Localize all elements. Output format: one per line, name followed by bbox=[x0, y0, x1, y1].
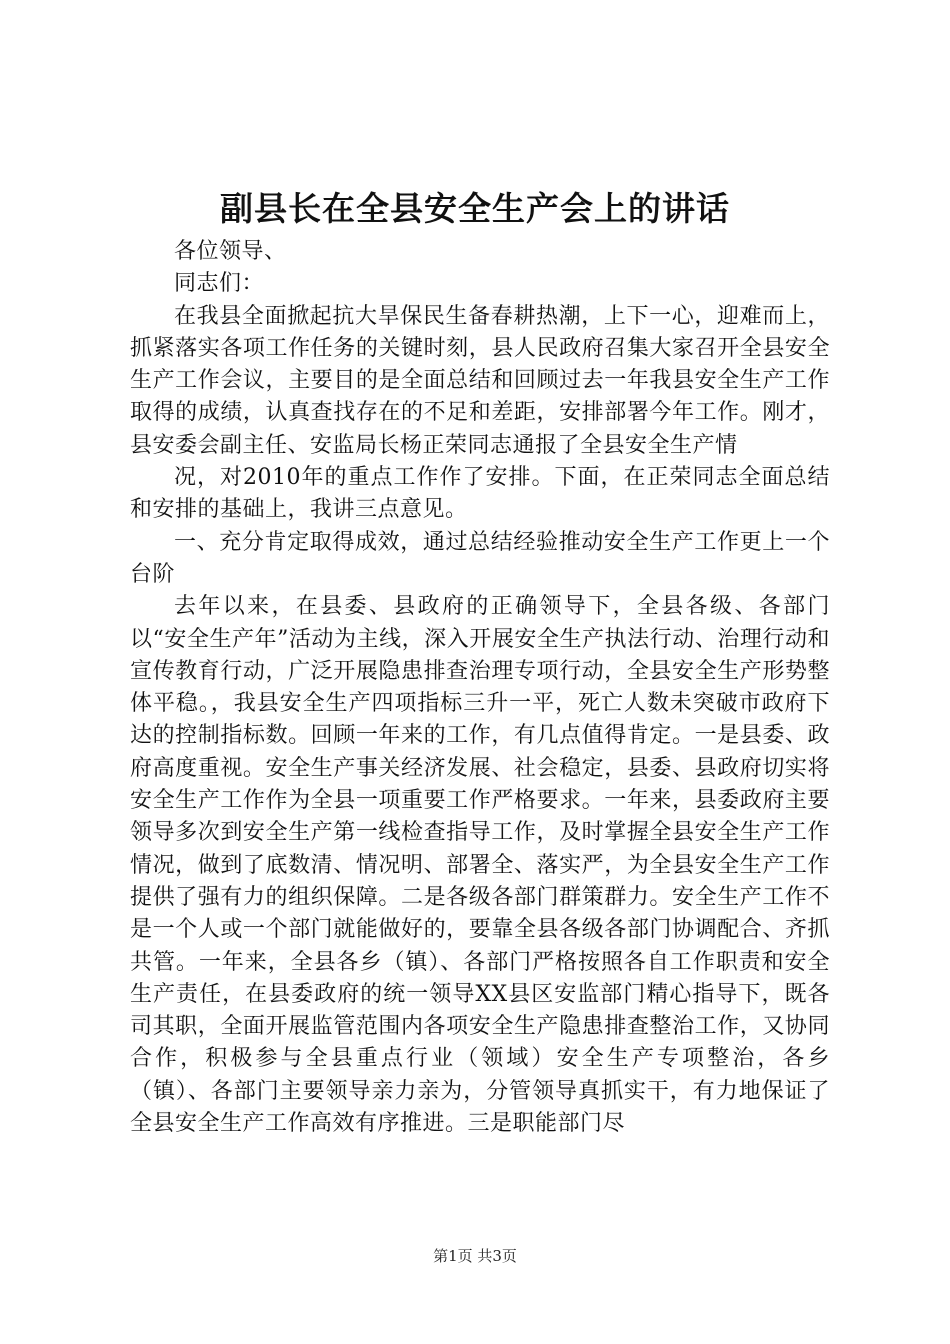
section-heading: 一、充分肯定取得成效，通过总结经验推动安全生产工作更上一个台阶 bbox=[130, 529, 830, 587]
page-number-footer: 第1页 共3页 bbox=[433, 1247, 517, 1265]
body-paragraph: 去年以来，在县委、县政府的正确领导下，全县各级、各部门以“安全生产年”活动为主线，深入开展安全生产执法行动、治理行动和宣传教育行动，广泛开展隐患排查治理专项行动，全县安全生产形势整体平稳。，我县安全生产四项指标三升一平，死亡人数未突破市政府下达的控制指标数。回顾一年来的工作，有几点值得肯定。一是县委、政府高度重视。安全生产事关经济发展、社会稳定，县委、县政府切实将安全生产工作作为全县一项重要工作严格要求。一年来，县委政府主要领导多次到安全生产第一线检查指导工作，及时掌握全县安全生产工作情况，做到了底数清、情况明、部署全、落实严，为全县安全生产工作提供了强有力的组织保障。二是各级各部门群策群力。安全生产工作不是一个人或一个部门就能做好的，要靠全县各级各部门协调配合、齐抓共管。一年来，全县各乡（镇）、各部门严格按照各自工作职责和安全生产责任，在县委政府的统一领导XX县区安监部门精心指导下，既各司其职，全面开展监管范围内各项安全生产隐患排查整治工作，又协同合作，积极参与全县重点行业（领域）安全生产专项整治，各乡（镇）、各部门主要领导亲力亲为，分管领导真抓实干，有力地保证了全县安全生产工作高效有序推进。三是职能部门尽 bbox=[130, 594, 830, 1137]
salutation-line-1: 各位领导、 bbox=[174, 239, 287, 264]
body-paragraph: 况，对2010年的重点工作作了安排。下面，在正荣同志全面总结和安排的基础上，我讲三点意见。 bbox=[130, 465, 830, 523]
body-paragraph: 在我县全面掀起抗大旱保民生备春耕热潮，上下一心，迎难而上，抓紧落实各项工作任务的关键时刻，县人民政府召集大家召开全县安全生产工作会议，主要目的是全面总结和回顾过去一年我县安全生产工作取得的成绩，认真查找存在的不足和差距，安排部署今年工作。刚才，县安委会副主任、安监局长杨正荣同志通报了全县安全生产情 bbox=[130, 303, 830, 458]
document-title: 副县长在全县安全生产会上的讲话 bbox=[220, 189, 730, 228]
salutation-line-2: 同志们： bbox=[174, 271, 265, 297]
document-body bbox=[130, 236, 830, 1140]
